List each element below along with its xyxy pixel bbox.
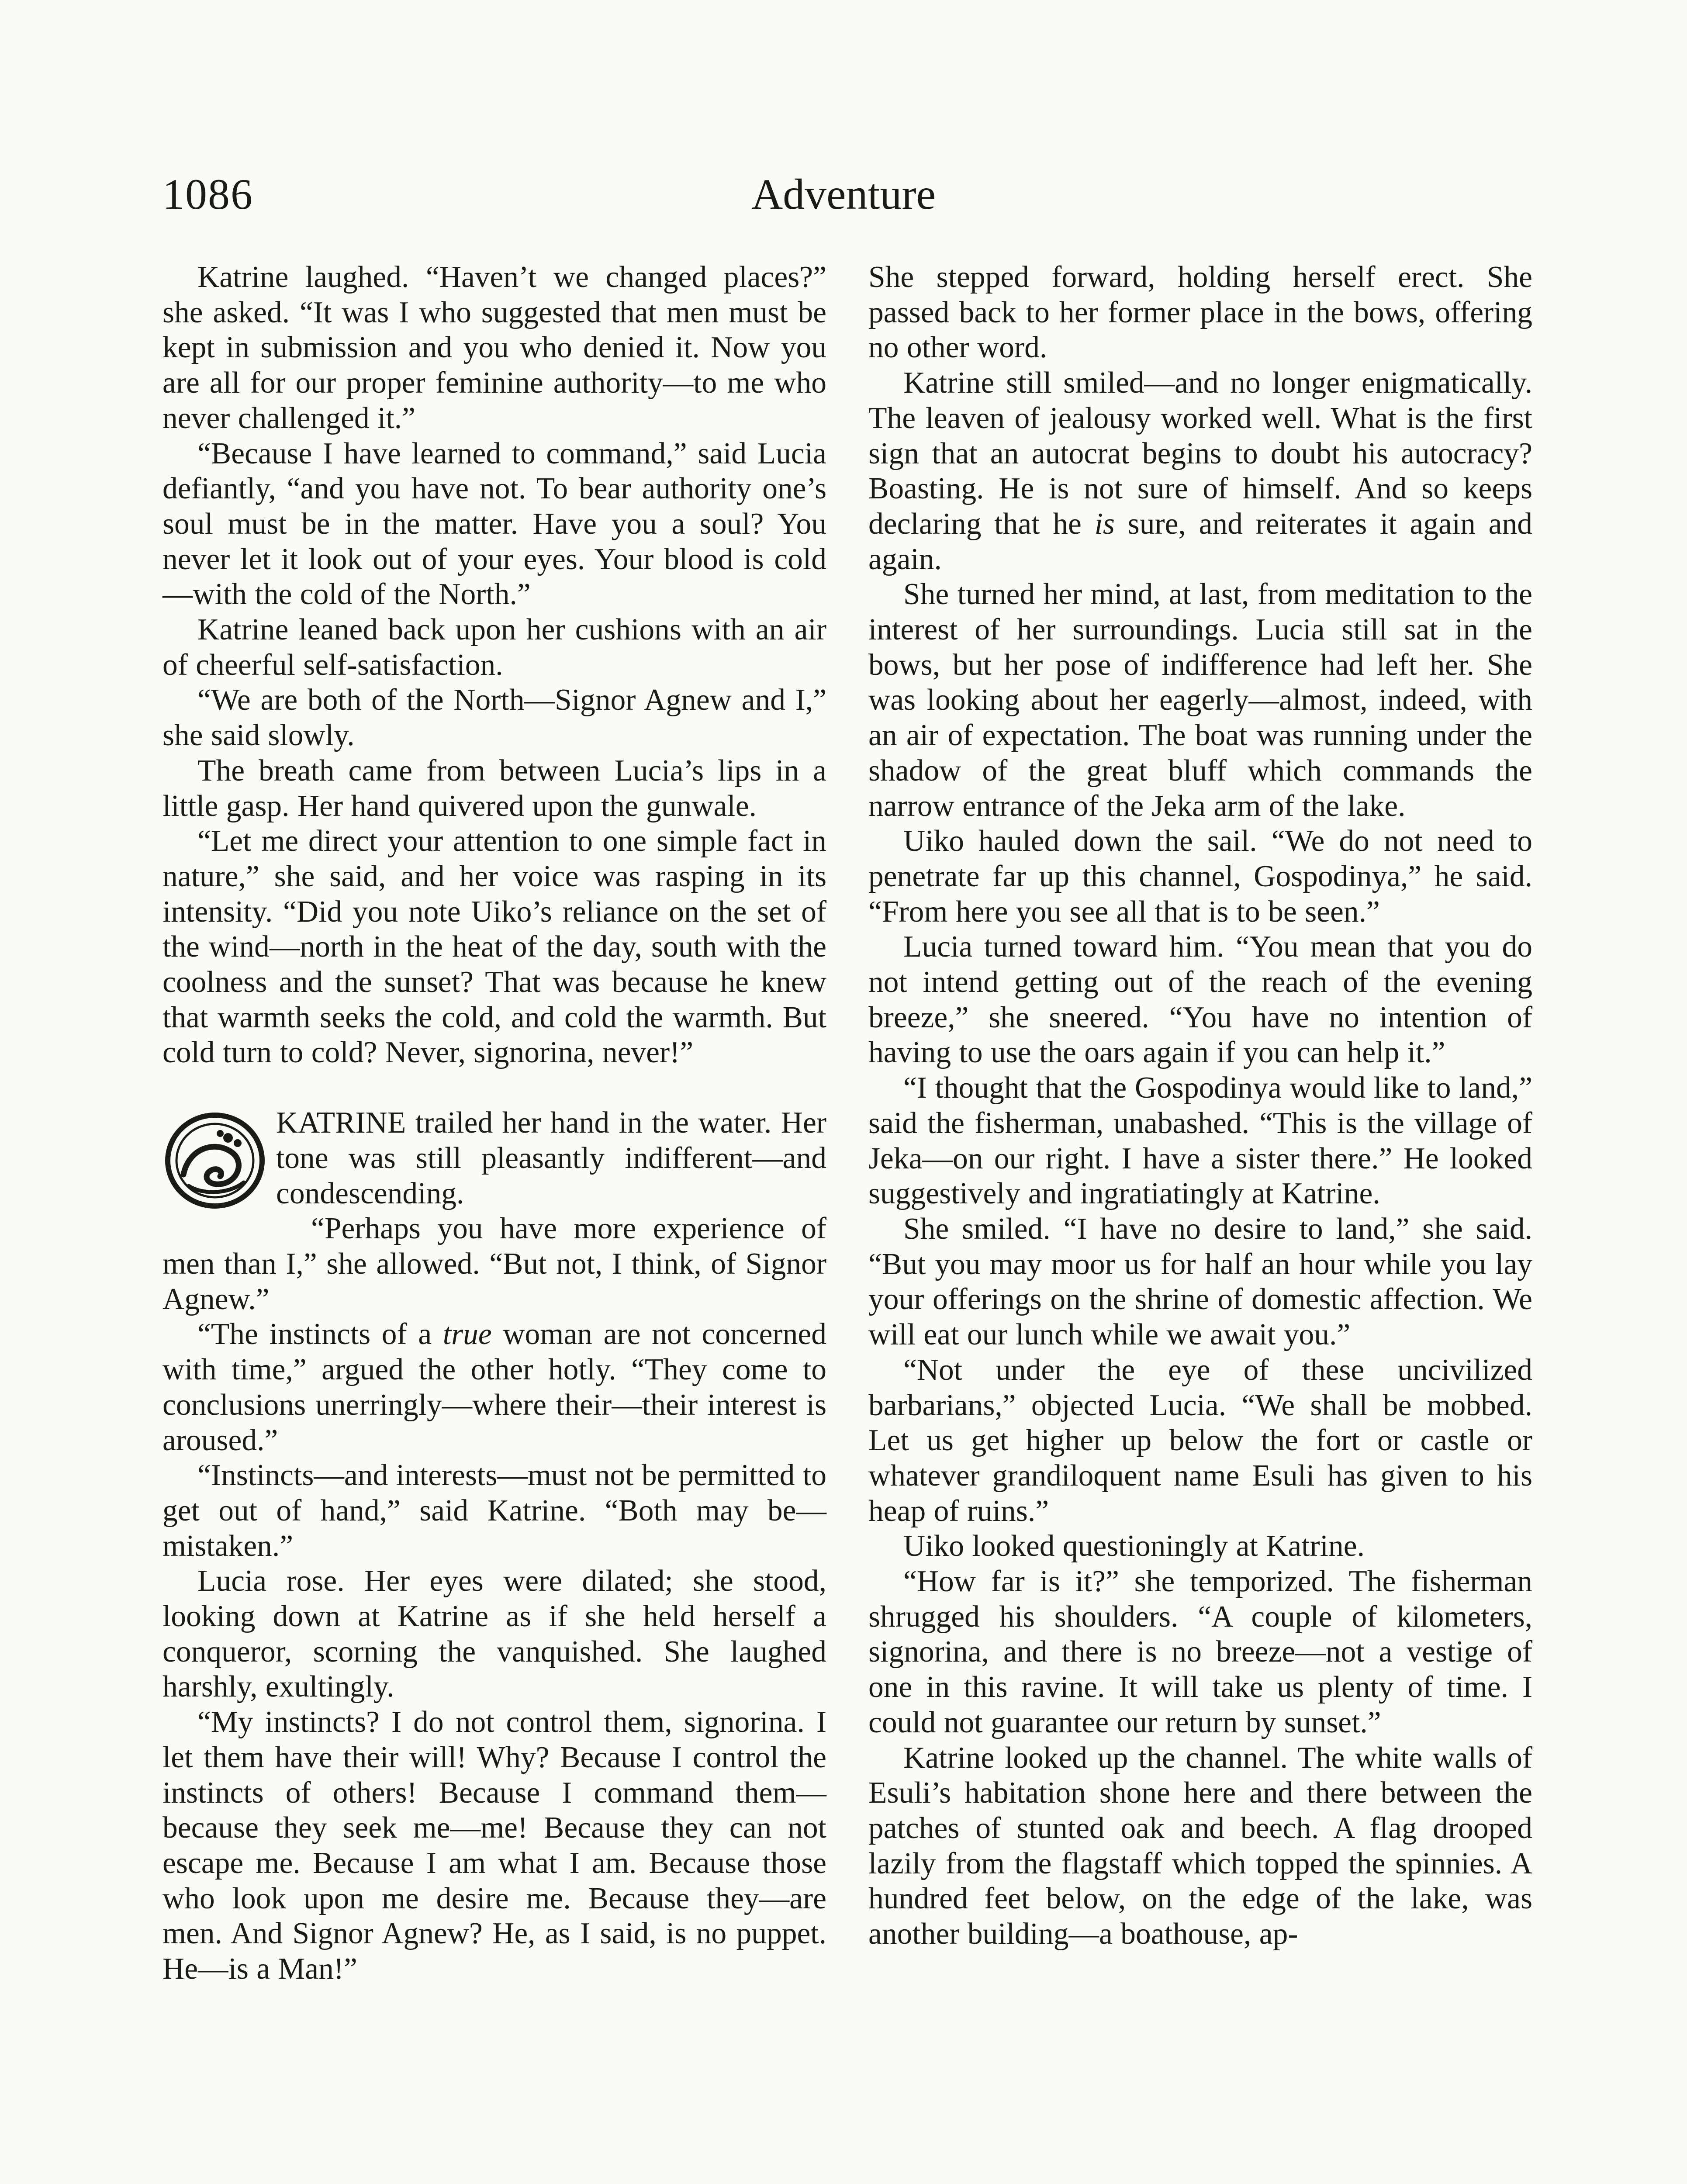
paragraph: “Perhaps you have more experience of men than I,” she allowed. “But not, I think, of Signor Agnew.” bbox=[162, 1212, 826, 1316]
paragraph: “The instincts of a true woman are not concerned with time,” argued the other hotly. “They come to conclusions unerringly—where their—their interest is aroused.” bbox=[162, 1317, 826, 1457]
paragraph: Lucia turned toward him. “You mean that you do not intend getting out of the reach of the evening breeze,” she sneered. “You have no intention of having to use the oars again if you can help it.” bbox=[868, 930, 1532, 1070]
paragraph: Lucia rose. Her eyes were dilated; she stood, looking down at Katrine as if she held herself a conqueror, scorning the vanquished. She laughed harshly, exultingly. bbox=[162, 1564, 826, 1704]
paragraph: Katrine looked up the channel. The white walls of Esuli’s habitation shone here and there between the patches of stunted oak and beech. A flag drooped lazily from the flagstaff which topped the spinnies. A hundred feet below, on the edge of the lake, was another building—a boathouse, ap- bbox=[868, 1741, 1532, 1951]
paragraph: Uiko hauled down the sail. “We do not need to penetrate far up this channel, Gospodinya,” he said. “From here you see all that is to be seen.” bbox=[868, 824, 1532, 929]
emphasis: is bbox=[1094, 507, 1115, 541]
paragraph: Katrine laughed. “Haven’t we changed places?” she asked. “It was I who suggested that men must be kept in submission and you who denied it. Now you are all for our proper feminine authority—to me who never challenged it.” bbox=[162, 260, 826, 435]
paragraph: “Instincts—and interests—must not be permitted to get out of hand,” said Katrine. “Both may be—mistaken.” bbox=[162, 1458, 826, 1563]
right-column bbox=[868, 260, 1532, 1952]
drop-lead-word: KATRINE bbox=[276, 1106, 406, 1140]
ornamental-initial-icon bbox=[162, 1109, 267, 1212]
paragraph: The breath came from between Lucia’s lips in a little gasp. Her hand quivered upon the gunwale. bbox=[162, 753, 826, 823]
paragraph: “Let me direct your attention to one simple fact in nature,” she said, and her voice was rasping in its intensity. “Did you note Uiko’s reliance on the set of the wind—north in the heat of the day, south with the coolness and the sunset? That was because he knew that warmth seeks the cold, and cold the warmth. But cold turn to cold? Never, signorina, never!” bbox=[162, 824, 826, 1070]
paragraph: “Because I have learned to command,” said Lucia defiantly, “and you have not. To bear authority one’s soul must be in the matter. Have you a soul? You never let it look out of your eyes. Your blood is cold —with the cold of the North.” bbox=[162, 436, 826, 612]
paragraph: She smiled. “I have no desire to land,” she said. “But you may moor us for half an hour while you lay your offerings on the shrine of domestic affection. We will eat our lunch while we await you.” bbox=[868, 1212, 1532, 1352]
paragraph: Katrine still smiled—and no longer enigmatically. The leaven of jealousy worked well. What is the first sign that an autocrat begins to doubt his autocracy? Boasting. He is not sure of himself. And so keeps declaring that he is sure, and reiterates it again and again. bbox=[868, 366, 1532, 576]
running-title: Adventure bbox=[751, 170, 936, 218]
paragraph: “We are both of the North—Signor Agnew and I,” she said slowly. bbox=[162, 683, 826, 753]
section-break-paragraph bbox=[162, 1106, 826, 1211]
paragraph: Uiko looked questioningly at Katrine. bbox=[903, 1529, 1365, 1563]
paragraph-text: trailed her hand in the water. Her tone was still pleasantly indifferent—and condescending. bbox=[276, 1106, 826, 1210]
paragraph: “I thought that the Gospodinya would like to land,” said the fisherman, unabashed. “This is the village of Jeka—on our right. I have a sister there.” He looked suggestively and ingratiatingly at Katrine. bbox=[868, 1071, 1532, 1211]
left-column bbox=[162, 260, 826, 1987]
running-header bbox=[0, 170, 1687, 218]
paragraph: Katrine leaned back upon her cushions with an air of cheerful self-satisfaction. bbox=[162, 613, 826, 682]
paragraph: “My instincts? I do not control them, signorina. I let them have their will! Why? Because I control the instincts of others! Because I command them—because they seek me—me! Because they can not escape me. Because I am what I am. Because those who look upon me desire me. Because they—are men. And Signor Agnew? He, as I said, is no puppet. He—is a Man!” bbox=[162, 1705, 826, 1986]
emphasis: true bbox=[442, 1317, 492, 1351]
paragraph: “Not under the eye of these uncivilized barbarians,” objected Lucia. “We shall be mobbed. Let us get higher up below the fort or castle or whatever grandiloquent name Esuli has given to his heap of ruins.” bbox=[868, 1353, 1532, 1528]
paragraph: “How far is it?” she temporized. The fisherman shrugged his shoulders. “A couple of kilometers, signorina, and there is no breeze—not a vestige of one in this ravine. It will take us plenty of time. I could not guarantee our return by sunset.” bbox=[868, 1565, 1532, 1739]
paragraph: She stepped forward, holding herself erect. She passed back to her former place in the bows, offering no other word. bbox=[868, 260, 1532, 365]
page-number: 1086 bbox=[162, 170, 253, 218]
paragraph: She turned her mind, at last, from meditation to the interest of her surroundings. Lucia still sat in the bows, but her pose of indifference had left her. She was looking about her eagerly—almost, indeed, with an air of expectation. The boat was running under the shadow of the great bluff which commands the narrow entrance of the Jeka arm of the lake. bbox=[868, 577, 1532, 823]
